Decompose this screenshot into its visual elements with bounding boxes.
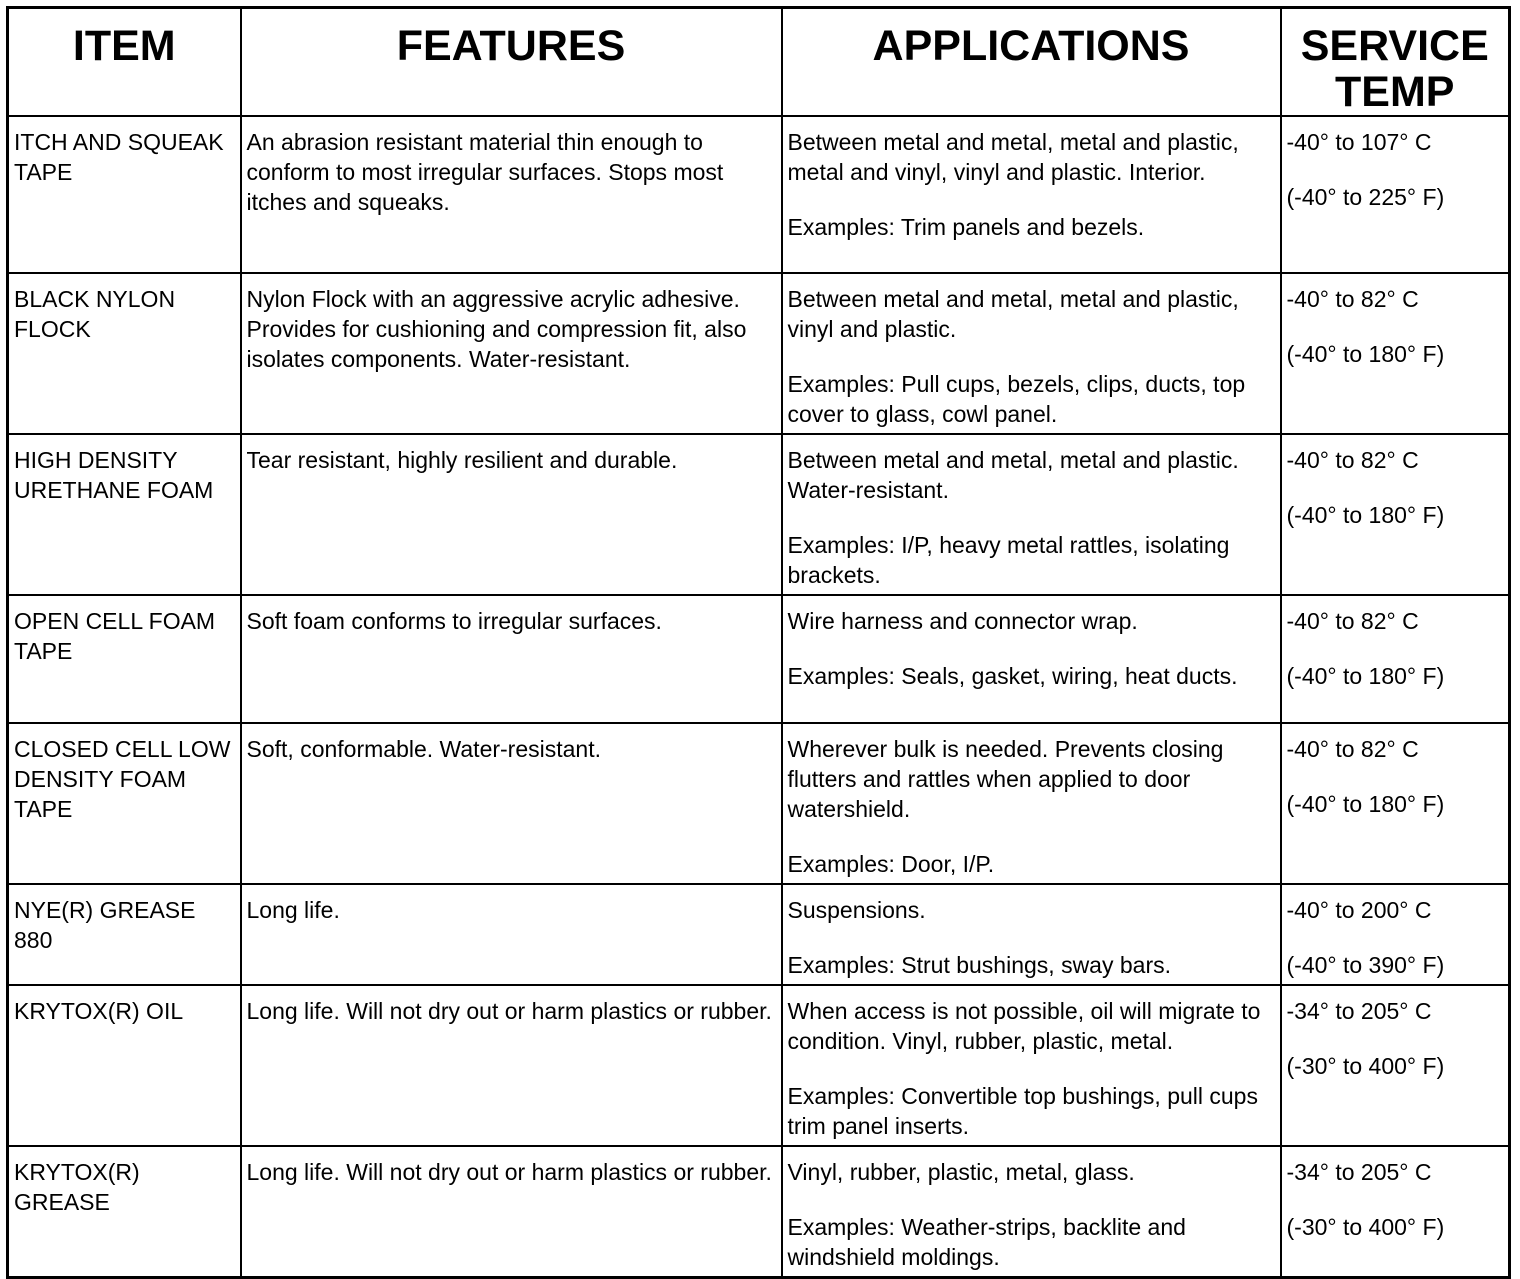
temp-fahrenheit: (-40° to 390° F) <box>1286 952 1445 978</box>
materials-table <box>6 6 1511 1279</box>
temp-fahrenheit: (-40° to 180° F) <box>1286 791 1445 817</box>
temp-celsius: -34° to 205° C <box>1286 998 1432 1024</box>
temp-celsius: -40° to 82° C <box>1286 736 1419 762</box>
temp-celsius: -40° to 200° C <box>1286 897 1432 923</box>
table-row <box>8 116 1510 273</box>
applications-text: Between metal and metal, metal and plastic. Water-resistant. <box>787 447 1239 503</box>
temp-celsius: -40° to 82° C <box>1286 608 1419 634</box>
temp-fahrenheit: (-40° to 180° F) <box>1286 341 1445 367</box>
table-row <box>8 884 1510 985</box>
item-cell: KRYTOX(R) GREASE <box>8 1146 241 1278</box>
applications-text: Suspensions. <box>787 897 926 923</box>
temp-fahrenheit: (-40° to 225° F) <box>1286 184 1445 210</box>
table-row <box>8 595 1510 723</box>
table-row <box>8 1146 1510 1278</box>
service-temp-cell <box>1281 116 1510 273</box>
item-cell: BLACK NYLON FLOCK <box>8 273 241 434</box>
applications-cell <box>782 116 1281 273</box>
features-cell: Soft, conformable. Water-resistant. <box>241 723 782 884</box>
features-cell: Long life. <box>241 884 782 985</box>
features-cell: Nylon Flock with an aggressive acrylic adhesive. Provides for cushioning and compression fit, also isolates components. Water-resistant. <box>241 273 782 434</box>
applications-text: Between metal and metal, metal and plastic, vinyl and plastic. <box>787 286 1239 342</box>
temp-celsius: -40° to 82° C <box>1286 286 1419 312</box>
temp-fahrenheit: (-30° to 400° F) <box>1286 1214 1445 1240</box>
temp-fahrenheit: (-30° to 400° F) <box>1286 1053 1445 1079</box>
item-cell: NYE(R) GREASE 880 <box>8 884 241 985</box>
applications-cell <box>782 1146 1281 1278</box>
table-row <box>8 723 1510 884</box>
examples-text: Examples: I/P, heavy metal rattles, isolating brackets. <box>787 532 1230 588</box>
service-temp-cell <box>1281 985 1510 1146</box>
applications-cell <box>782 985 1281 1146</box>
header-applications: APPLICATIONS <box>782 8 1281 117</box>
item-cell: OPEN CELL FOAM TAPE <box>8 595 241 723</box>
service-temp-cell <box>1281 884 1510 985</box>
applications-text: Between metal and metal, metal and plastic, metal and vinyl, vinyl and plastic. Interior. <box>787 129 1239 185</box>
service-temp-cell <box>1281 273 1510 434</box>
temp-fahrenheit: (-40° to 180° F) <box>1286 502 1445 528</box>
table-row <box>8 273 1510 434</box>
service-temp-cell <box>1281 1146 1510 1278</box>
examples-text: Examples: Weather-strips, backlite and windshield moldings. <box>787 1214 1186 1270</box>
applications-cell <box>782 434 1281 595</box>
service-temp-cell <box>1281 595 1510 723</box>
applications-cell <box>782 273 1281 434</box>
header-item: ITEM <box>8 8 241 117</box>
examples-text: Examples: Seals, gasket, wiring, heat ducts. <box>787 663 1238 689</box>
examples-text: Examples: Trim panels and bezels. <box>787 214 1145 240</box>
temp-celsius: -40° to 107° C <box>1286 129 1432 155</box>
table-row <box>8 434 1510 595</box>
applications-text: Wherever bulk is needed. Prevents closing flutters and rattles when applied to door watershield. <box>787 736 1224 822</box>
applications-text: When access is not possible, oil will migrate to condition. Vinyl, rubber, plastic, metal. <box>787 998 1261 1054</box>
examples-text: Examples: Pull cups, bezels, clips, ducts, top cover to glass, cowl panel. <box>787 371 1246 427</box>
table-row <box>8 985 1510 1146</box>
temp-celsius: -34° to 205° C <box>1286 1159 1432 1185</box>
features-cell: An abrasion resistant material thin enough to conform to most irregular surfaces. Stops most itches and squeaks. <box>241 116 782 273</box>
applications-text: Wire harness and connector wrap. <box>787 608 1138 634</box>
materials-table-container <box>6 6 1508 1279</box>
features-cell: Soft foam conforms to irregular surfaces. <box>241 595 782 723</box>
item-cell: HIGH DENSITY URETHANE FOAM <box>8 434 241 595</box>
applications-cell <box>782 595 1281 723</box>
features-cell: Tear resistant, highly resilient and durable. <box>241 434 782 595</box>
item-cell: KRYTOX(R) OIL <box>8 985 241 1146</box>
features-cell: Long life. Will not dry out or harm plastics or rubber. <box>241 1146 782 1278</box>
examples-text: Examples: Door, I/P. <box>787 851 995 877</box>
header-row <box>8 8 1510 117</box>
item-cell: CLOSED CELL LOW DENSITY FOAM TAPE <box>8 723 241 884</box>
header-features: FEATURES <box>241 8 782 117</box>
service-temp-cell <box>1281 434 1510 595</box>
applications-cell <box>782 723 1281 884</box>
item-cell: ITCH AND SQUEAK TAPE <box>8 116 241 273</box>
service-temp-cell <box>1281 723 1510 884</box>
features-cell: Long life. Will not dry out or harm plastics or rubber. <box>241 985 782 1146</box>
examples-text: Examples: Convertible top bushings, pull cups trim panel inserts. <box>787 1083 1258 1139</box>
applications-cell <box>782 884 1281 985</box>
temp-celsius: -40° to 82° C <box>1286 447 1419 473</box>
applications-text: Vinyl, rubber, plastic, metal, glass. <box>787 1159 1135 1185</box>
temp-fahrenheit: (-40° to 180° F) <box>1286 663 1445 689</box>
header-service-temp: SERVICE TEMP <box>1281 8 1510 117</box>
examples-text: Examples: Strut bushings, sway bars. <box>787 952 1171 978</box>
